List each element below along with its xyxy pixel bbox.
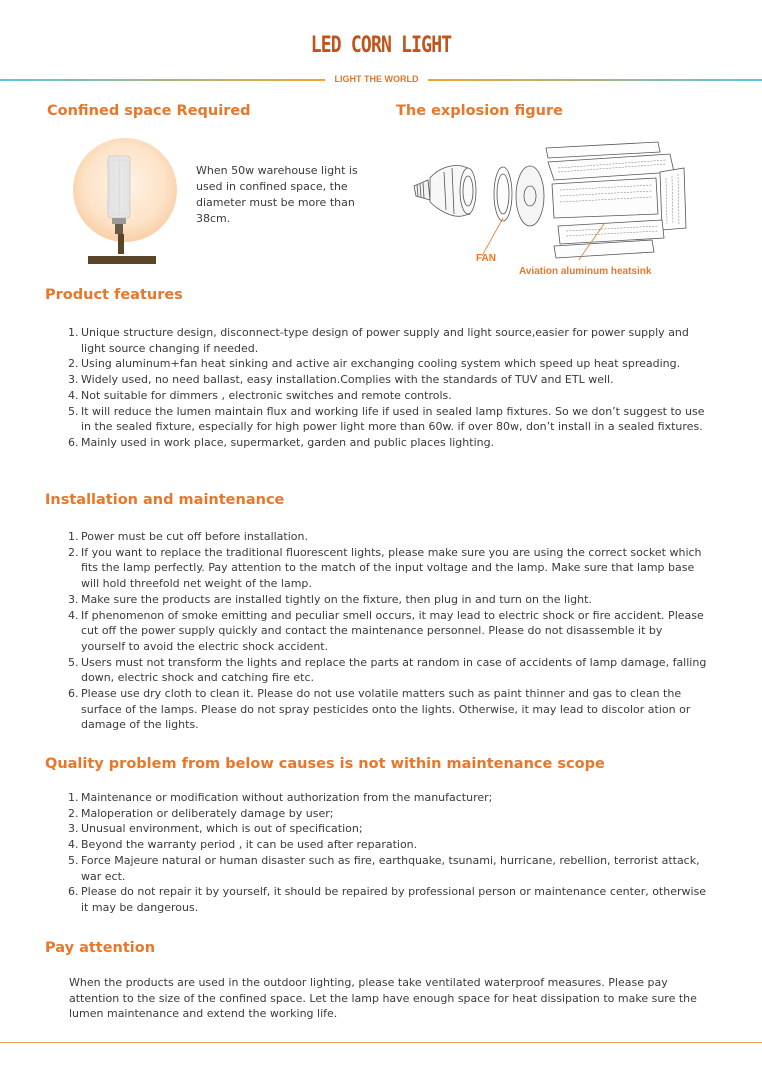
list-item	[68, 325, 708, 356]
led-strip-end	[660, 168, 686, 230]
list-item-text: Mainly used in work place, supermarket, garden and public places lighting.	[81, 435, 495, 449]
page-subtitle: LIGHT THE WORLD	[334, 74, 419, 84]
fan-label: FAN	[476, 253, 496, 264]
attention-heading: Pay attention	[45, 940, 156, 956]
list-item-number: 1.	[68, 326, 79, 339]
list-item	[68, 356, 708, 372]
list-item	[68, 853, 708, 884]
led-strip-middle	[552, 178, 658, 218]
list-item-text: Please do not repair it by yourself, it should be repaired by professional person or maintenance center, otherwise it may be dangerous.	[81, 885, 707, 914]
confined-heading: Confined space Required	[47, 103, 251, 119]
fixture-stem	[118, 234, 124, 254]
header-rule-right	[428, 79, 762, 81]
list-item-text: Beyond the warranty period , it can be used after reparation.	[81, 838, 418, 852]
list-item-text: If phenomenon of smoke emitting and peculiar smell occurs, it may lead to electric shock or fire accident. Please cut off the power supply quickly and contact the maintenance personnel. Please do not disassemble it by yourself to avoid the electric shock accident.	[81, 608, 704, 653]
list-item	[68, 529, 708, 545]
list-item-number: 4.	[68, 838, 79, 852]
list-item-text: Maintenance or modification without authorization from the manufacturer;	[81, 791, 493, 804]
list-item-number: 3.	[68, 373, 79, 387]
list-item	[68, 592, 708, 608]
list-item-text: Force Majeure natural or human disaster such as fire, earthquake, tsunami, hurricane, rebellion, terrorist attack, war ect.	[81, 853, 700, 883]
features-heading: Product features	[45, 287, 183, 303]
list-item-number: 3.	[68, 592, 79, 606]
page-title: LED CORN LIGHT	[310, 33, 452, 58]
led-strip-upper	[546, 142, 674, 180]
list-item-number: 6.	[68, 687, 79, 701]
header-rule-left	[0, 79, 325, 81]
list-item-text: It will reduce the lumen maintain flux and working life if used in sealed lamp fixtures. So we don’t suggest to use in the sealed fixture, especially for high power light more than 60w. if over 80w, don’t install in a sealed fixtures.	[81, 404, 705, 434]
list-item	[68, 837, 708, 853]
list-item-text: Widely used, no need ballast, easy installation.Complies with the standards of TUV and ETL well.	[81, 373, 614, 387]
list-item-number: 2.	[68, 357, 79, 371]
list-item	[68, 790, 708, 806]
installation-list	[68, 529, 708, 733]
features-list	[68, 325, 708, 451]
heatsink-label: Aviation aluminum heatsink	[519, 266, 652, 277]
list-item-number: 5.	[68, 655, 79, 669]
list-item-number: 4.	[68, 608, 79, 622]
list-item-text: Maloperation or deliberately damage by user;	[81, 806, 334, 820]
list-item-text: Unusual environment, which is out of specification;	[81, 822, 363, 836]
led-strip-lower	[554, 220, 664, 258]
list-item-number: 4.	[68, 388, 79, 402]
heatsink-hub	[516, 166, 544, 226]
list-item	[68, 806, 708, 822]
lamp-base	[115, 224, 123, 234]
list-item-number: 2.	[68, 806, 79, 820]
list-item	[68, 608, 708, 655]
list-item-text: Power must be cut off before installation.	[81, 530, 308, 543]
list-item-number: 3.	[68, 822, 79, 836]
list-item-number: 1.	[68, 791, 79, 804]
list-item	[68, 686, 708, 733]
list-item-number: 5.	[68, 404, 79, 418]
list-item-number: 5.	[68, 853, 79, 867]
list-item	[68, 388, 708, 404]
list-item-text: Not suitable for dimmers , electronic switches and remote controls.	[81, 388, 452, 402]
list-item-text: Make sure the products are installed tightly on the fixture, then plug in and turn on the light.	[81, 592, 592, 606]
list-item	[68, 545, 708, 592]
explosion-figure	[408, 138, 693, 260]
installation-heading: Installation and maintenance	[45, 492, 285, 508]
list-item	[68, 372, 708, 388]
confined-space-illustration	[68, 138, 182, 268]
explosion-heading: The explosion figure	[396, 103, 563, 119]
attention-text: When the products are used in the outdoor lighting, please take ventilated waterproof measures. Please pay attention to the size of the confined space. Let the lamp have enough space for heat dissipation to make sure the lumen maintenance and extend the working life.	[69, 976, 697, 1021]
list-item	[68, 655, 708, 686]
quality-heading: Quality problem from below causes is not within maintenance scope	[45, 756, 605, 772]
list-item-number: 2.	[68, 545, 79, 559]
lamp-socket-icon	[414, 180, 430, 200]
list-item-number: 6.	[68, 435, 79, 449]
list-item-text: Unique structure design, disconnect-type design of power supply and light source,easier for power supply and light source changing if needed.	[81, 326, 689, 355]
list-item-text: If you want to replace the traditional fluorescent lights, please make sure you are using the correct socket which fits the lamp perfectly. Pay attention to the match of the input voltage and the lamp. Make sure that lamp base will hold threefold net weight of the lamp.	[81, 545, 702, 591]
list-item-number: 6.	[68, 885, 79, 899]
fixture-plate	[88, 256, 156, 264]
list-item-text: Using aluminum+fan heat sinking and active air exchanging cooling system which speed up heat spreading.	[81, 357, 681, 371]
confined-text: When 50w warehouse light is used in confined space, the diameter must be more than 38cm.	[196, 164, 358, 225]
footer-rule	[0, 1042, 762, 1043]
quality-list	[68, 790, 708, 916]
list-item-text: Please use dry cloth to clean it. Please do not use volatile matters such as paint thinner and gas to clean the surface of the lamps. Please do not spray pesticides onto the lights. Otherwise, it may lead to discolor ation or damage of the lights.	[81, 687, 691, 732]
list-item-text: Users must not transform the lights and replace the parts at random in case of accidents of lamp damage, falling down, electric shock and catching fire etc.	[81, 655, 707, 685]
list-item	[68, 435, 708, 451]
list-item-number: 1.	[68, 530, 79, 543]
list-item	[68, 404, 708, 435]
list-item	[68, 821, 708, 837]
list-item	[68, 884, 708, 915]
